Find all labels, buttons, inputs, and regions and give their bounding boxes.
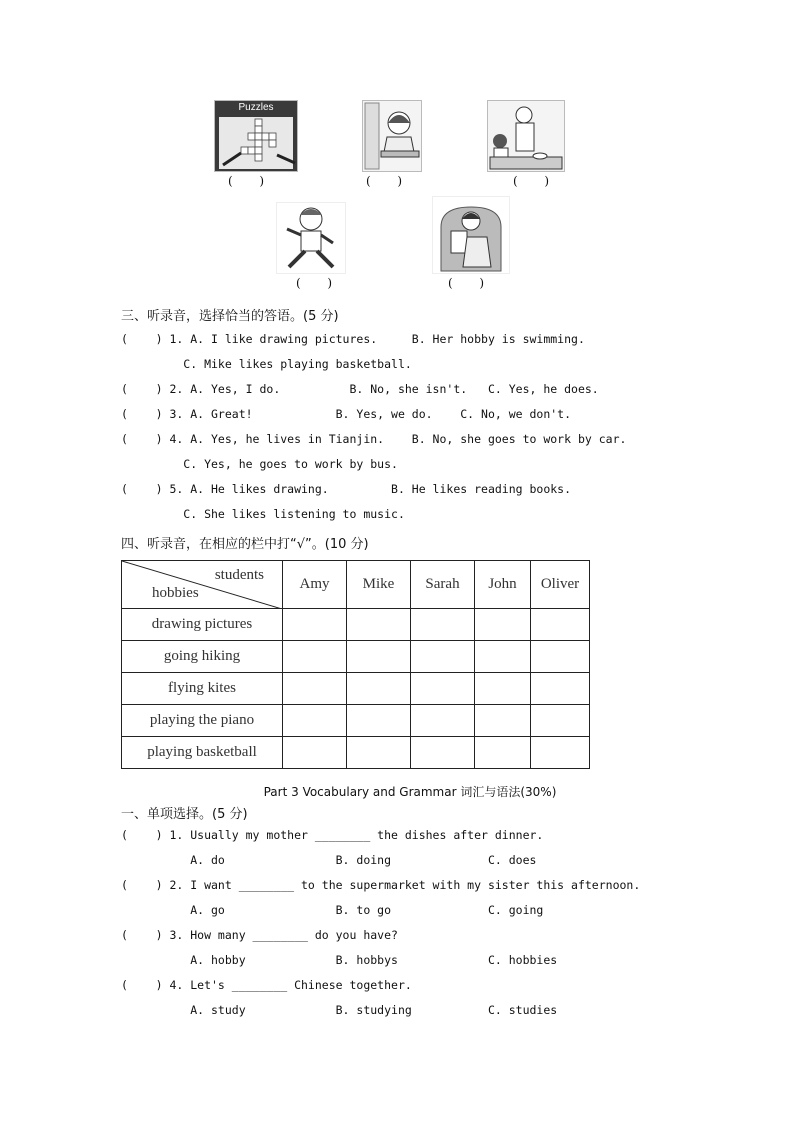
options-line: A. hobby B. hobbys C. hobbies: [121, 953, 558, 967]
girl-reading-picture: [362, 100, 422, 172]
column-header-student: Sarah: [411, 561, 475, 609]
tick-cell[interactable]: [475, 641, 531, 673]
row-header-hobby: flying kites: [122, 673, 283, 705]
tick-cell[interactable]: [531, 705, 590, 737]
tick-cell[interactable]: [283, 705, 347, 737]
column-header-student: John: [475, 561, 531, 609]
row-header-hobby: playing the piano: [122, 705, 283, 737]
question-line: C. Yes, he goes to work by bus.: [121, 457, 398, 471]
puzzle-picture: [214, 100, 298, 172]
tick-cell[interactable]: [475, 737, 531, 769]
part3-heading: 一、单项选择。(5 分): [121, 807, 248, 822]
part3-questions: [121, 823, 640, 1023]
question-line: C. Mike likes playing basketball.: [121, 357, 412, 371]
tick-cell[interactable]: [411, 673, 475, 705]
tick-cell[interactable]: [283, 673, 347, 705]
question-line: ( ) 3. How many ________ do you have?: [121, 928, 398, 942]
hobby-table: [121, 560, 590, 769]
tick-cell[interactable]: [283, 609, 347, 641]
tick-cell[interactable]: [531, 737, 590, 769]
armchair-reading-illustration: [433, 197, 509, 273]
boy-kungfu-picture: [276, 202, 346, 274]
tick-cell[interactable]: [531, 641, 590, 673]
crossword-illustration: [215, 115, 297, 171]
girl-desk-illustration: [363, 101, 421, 171]
options-line: A. do B. doing C. does: [121, 853, 537, 867]
tick-cell[interactable]: [531, 673, 590, 705]
tick-cell[interactable]: [411, 705, 475, 737]
kungfu-boy-illustration: [277, 203, 345, 273]
girl-armchair-reading-picture: [432, 196, 510, 274]
table-corner-header: [122, 561, 283, 609]
column-header-student: Mike: [347, 561, 411, 609]
question-line: ( ) 5. A. He likes drawing. B. He likes reading books.: [121, 482, 572, 496]
tick-cell[interactable]: [475, 673, 531, 705]
table-row: [122, 737, 590, 769]
tick-cell[interactable]: [475, 705, 531, 737]
row-header-hobby: playing basketball: [122, 737, 283, 769]
question-line: ( ) 1. A. I like drawing pictures. B. Her hobby is swimming.: [121, 332, 585, 346]
tick-cell[interactable]: [347, 641, 411, 673]
cooking-illustration: [488, 101, 564, 171]
picture-4-answer[interactable]: ( ): [296, 276, 333, 290]
tick-cell[interactable]: [283, 641, 347, 673]
section4-heading: 四、听录音，在相应的栏中打“√”。(10 分): [121, 537, 369, 552]
section3-heading: 三、听录音，选择恰当的答语。(5 分): [121, 309, 339, 324]
question-line: ( ) 1. Usually my mother ________ the dishes after dinner.: [121, 828, 544, 842]
table-row: [122, 673, 590, 705]
tick-cell[interactable]: [347, 737, 411, 769]
puzzle-title: Puzzles: [238, 102, 274, 113]
column-header-student: Oliver: [531, 561, 590, 609]
tick-cell[interactable]: [347, 673, 411, 705]
options-line: A. go B. to go C. going: [121, 903, 544, 917]
picture-5-answer[interactable]: ( ): [448, 276, 485, 290]
father-son-cooking-picture: [487, 100, 565, 172]
row-header-hobby: drawing pictures: [122, 609, 283, 641]
tick-cell[interactable]: [475, 609, 531, 641]
picture-2-answer[interactable]: ( ): [366, 174, 403, 188]
column-header-student: Amy: [283, 561, 347, 609]
tick-cell[interactable]: [283, 737, 347, 769]
tick-cell[interactable]: [531, 609, 590, 641]
section3-questions: [121, 327, 626, 527]
table-row: [122, 641, 590, 673]
table-row: [122, 705, 590, 737]
tick-cell[interactable]: [411, 737, 475, 769]
tick-cell[interactable]: [347, 609, 411, 641]
options-line: A. study B. studying C. studies: [121, 1003, 558, 1017]
table-row: [122, 609, 590, 641]
tick-cell[interactable]: [347, 705, 411, 737]
question-line: ( ) 3. A. Great! B. Yes, we do. C. No, we don't.: [121, 407, 572, 421]
row-header-hobby: going hiking: [122, 641, 283, 673]
header-students: students: [214, 567, 264, 583]
question-line: ( ) 4. A. Yes, he lives in Tianjin. B. No, she goes to work by car.: [121, 432, 627, 446]
picture-1-answer[interactable]: ( ): [228, 174, 265, 188]
question-line: ( ) 4. Let's ________ Chinese together.: [121, 978, 412, 992]
tick-cell[interactable]: [411, 641, 475, 673]
question-line: ( ) 2. A. Yes, I do. B. No, she isn't. C. Yes, he does.: [121, 382, 599, 396]
picture-3-answer[interactable]: ( ): [513, 174, 550, 188]
tick-cell[interactable]: [411, 609, 475, 641]
part3-title: Part 3 Vocabulary and Grammar 词汇与语法(30%): [263, 785, 557, 799]
question-line: ( ) 2. I want ________ to the supermarket with my sister this afternoon.: [121, 878, 641, 892]
question-line: C. She likes listening to music.: [121, 507, 405, 521]
header-hobbies: hobbies: [152, 585, 199, 601]
